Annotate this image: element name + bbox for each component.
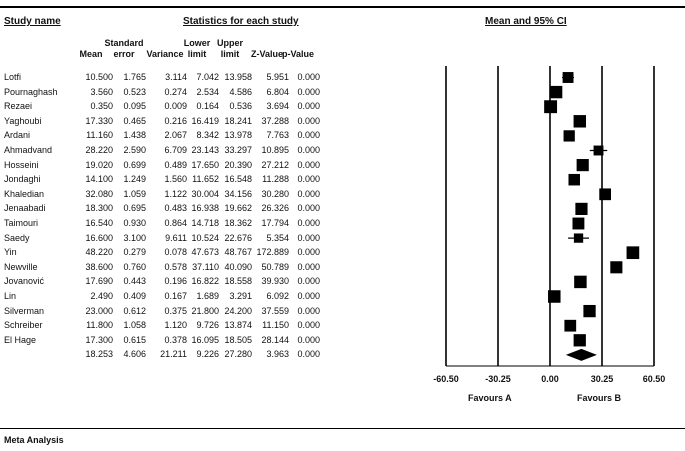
study-name: Jovanović: [4, 276, 45, 287]
cell-se: 0.699: [123, 159, 146, 170]
cell-se: 0.695: [123, 203, 146, 214]
footer-title: Meta Analysis: [4, 435, 64, 445]
study-name: Schreiber: [4, 320, 43, 331]
cell-se: 1.059: [123, 188, 146, 199]
summary-se: 4.606: [123, 349, 146, 360]
favours-left-label: Favours A: [468, 393, 512, 403]
cell-z: 28.144: [261, 334, 289, 345]
cell-upper: 18.558: [224, 276, 252, 287]
cell-lower: 9.726: [196, 320, 219, 331]
study-name: Ahmadvand: [4, 145, 53, 155]
cell-se: 0.523: [123, 86, 146, 97]
cell-se: 0.930: [123, 218, 146, 228]
cell-upper: 22.676: [224, 232, 252, 243]
cell-lower: 16.095: [191, 334, 219, 345]
cell-z: 3.694: [266, 101, 289, 112]
study-marker: [550, 86, 562, 98]
cell-mean: 18.300: [85, 203, 113, 214]
cell-var: 6.709: [164, 145, 187, 155]
cell-lower: 47.673: [191, 247, 219, 258]
cell-var: 0.216: [164, 115, 187, 126]
cell-upper: 13.978: [224, 130, 252, 141]
study-name: Lotfi: [4, 72, 22, 82]
cell-upper: 20.390: [224, 159, 252, 170]
cell-lower: 16.822: [191, 276, 219, 287]
summary-diamond: [566, 349, 597, 361]
cell-z: 27.212: [261, 159, 289, 170]
cell-upper: 19.662: [224, 203, 252, 214]
cell-p: 0.000: [297, 261, 320, 272]
cell-se: 0.279: [123, 247, 146, 258]
cell-p: 0.000: [297, 232, 320, 243]
cell-se: 1.438: [123, 130, 146, 141]
study-marker: [599, 188, 611, 200]
cell-p: 0.000: [297, 247, 320, 258]
study-marker: [563, 72, 574, 83]
cell-upper: 4.586: [229, 86, 252, 97]
column-header-z: Z-Value: [250, 49, 283, 59]
cell-var: 0.578: [164, 261, 187, 272]
cell-se: 1.249: [123, 174, 146, 185]
cell-p: 0.000: [297, 115, 320, 126]
cell-z: 172.889: [256, 247, 289, 258]
study-name: Taimouri: [4, 218, 39, 228]
study-name: Khaledian: [4, 188, 45, 199]
summary-p: 0.000: [297, 349, 320, 360]
cell-se: 0.615: [123, 334, 146, 345]
study-marker: [574, 115, 586, 127]
cell-p: 0.000: [297, 291, 320, 301]
cell-var: 1.120: [164, 320, 187, 331]
cell-var: 0.009: [164, 101, 187, 112]
summary-var: 21.211: [160, 349, 187, 360]
cell-upper: 13.874: [224, 320, 252, 331]
x-tick-label: 30.25: [590, 374, 614, 384]
x-tick-label: 60.50: [642, 374, 666, 384]
cell-p: 0.000: [297, 320, 320, 331]
cell-se: 1.058: [123, 320, 146, 331]
cell-mean: 48.220: [85, 247, 113, 258]
cell-p: 0.000: [297, 174, 320, 185]
cell-z: 11.150: [262, 320, 289, 331]
cell-z: 50.789: [261, 261, 289, 272]
cell-lower: 11.652: [192, 174, 219, 185]
cell-lower: 10.524: [191, 232, 219, 243]
cell-p: 0.000: [297, 203, 320, 214]
cell-upper: 18.505: [224, 334, 252, 345]
study-marker: [574, 276, 586, 288]
study-marker: [564, 320, 576, 332]
cell-p: 0.000: [297, 130, 320, 141]
cell-p: 0.000: [297, 188, 320, 199]
cell-mean: 3.560: [90, 86, 113, 97]
cell-upper: 13.958: [224, 72, 252, 82]
x-tick-label: -30.25: [485, 374, 511, 384]
cell-p: 0.000: [297, 72, 320, 82]
cell-p: 0.000: [297, 276, 320, 287]
cell-z: 37.559: [261, 305, 289, 316]
cell-upper: 33.297: [224, 145, 252, 155]
cell-se: 3.100: [123, 232, 146, 243]
favours-right-label: Favours B: [577, 393, 622, 403]
study-name: Yaghoubi: [4, 115, 42, 126]
cell-lower: 30.004: [191, 188, 219, 199]
cell-z: 26.326: [261, 203, 289, 214]
cell-mean: 14.100: [85, 174, 113, 185]
cell-z: 17.794: [261, 218, 289, 228]
x-tick-label: -60.50: [433, 374, 459, 384]
cell-lower: 16.419: [191, 115, 219, 126]
cell-z: 39.930: [261, 276, 289, 287]
cell-z: 30.280: [261, 188, 289, 199]
cell-mean: 11.160: [86, 130, 113, 141]
column-header-upper: Upper: [216, 38, 243, 48]
cell-z: 10.895: [261, 145, 289, 155]
cell-p: 0.000: [297, 334, 320, 345]
study-marker: [544, 100, 557, 113]
cell-lower: 23.143: [191, 145, 219, 155]
study-name: Jenaabadi: [4, 203, 46, 214]
cell-var: 3.114: [165, 72, 187, 82]
cell-p: 0.000: [297, 86, 320, 97]
cell-var: 9.611: [165, 232, 187, 243]
cell-mean: 10.500: [85, 72, 113, 82]
study-name: Rezaei: [4, 101, 33, 112]
column-header-se: Standard: [104, 38, 144, 48]
cell-upper: 16.548: [224, 174, 252, 185]
cell-upper: 18.362: [224, 218, 252, 228]
cell-mean: 0.350: [90, 101, 113, 112]
cell-mean: 28.220: [85, 145, 113, 155]
cell-lower: 37.110: [192, 261, 219, 272]
cell-mean: 17.300: [85, 334, 113, 345]
study-marker: [577, 159, 589, 171]
study-marker: [594, 146, 604, 156]
cell-upper: 34.156: [224, 188, 252, 199]
cell-se: 0.095: [123, 101, 146, 112]
study-name-header: Study name: [4, 16, 61, 27]
cell-var: 0.489: [164, 159, 187, 170]
cell-mean: 17.690: [85, 276, 113, 287]
cell-var: 1.560: [164, 174, 187, 185]
cell-se: 0.612: [123, 305, 146, 316]
cell-se: 0.760: [123, 261, 146, 272]
cell-z: 6.092: [266, 291, 289, 301]
x-tick-label: 0.00: [541, 374, 559, 384]
summary-mean: 18.253: [85, 349, 113, 360]
top-rule: [0, 6, 685, 8]
column-header-lower: limit: [187, 49, 207, 59]
cell-var: 0.078: [164, 247, 187, 258]
cell-z: 11.288: [262, 174, 289, 185]
cell-mean: 32.080: [85, 188, 113, 199]
cell-z: 5.354: [266, 232, 289, 243]
cell-lower: 0.164: [196, 101, 219, 112]
cell-lower: 7.042: [196, 72, 219, 82]
cell-upper: 48.767: [224, 247, 252, 258]
column-header-lower: Lower: [183, 38, 211, 48]
study-name: Silverman: [4, 305, 45, 316]
study-name: El Hage: [4, 334, 37, 345]
cell-lower: 8.342: [196, 130, 219, 141]
footer-rule: [0, 428, 685, 429]
cell-p: 0.000: [297, 101, 320, 112]
study-marker: [610, 261, 622, 273]
cell-se: 1.765: [123, 72, 146, 82]
cell-var: 0.375: [164, 305, 187, 316]
cell-lower: 1.689: [196, 291, 219, 301]
study-marker: [574, 233, 583, 242]
cell-z: 7.763: [266, 130, 289, 141]
cell-z: 6.804: [266, 86, 289, 97]
cell-p: 0.000: [297, 159, 320, 170]
cell-upper: 0.536: [229, 101, 252, 112]
study-name: Ardani: [4, 130, 31, 141]
study-name: Hosseini: [4, 159, 39, 170]
cell-se: 0.465: [123, 115, 146, 126]
cell-var: 0.864: [164, 218, 187, 228]
cell-p: 0.000: [297, 145, 320, 155]
column-header-upper: limit: [220, 49, 240, 59]
cell-upper: 18.241: [224, 115, 252, 126]
column-header-mean: Mean: [79, 49, 103, 59]
cell-upper: 40.090: [224, 261, 252, 272]
study-marker: [548, 290, 561, 303]
cell-lower: 14.718: [191, 218, 219, 228]
cell-mean: 17.330: [85, 115, 113, 126]
cell-z: 5.951: [266, 72, 289, 82]
cell-var: 2.067: [164, 130, 187, 141]
study-name: Yin: [4, 247, 17, 258]
cell-var: 0.274: [164, 86, 187, 97]
study-marker: [564, 130, 575, 141]
study-name: Lin: [4, 291, 17, 301]
summary-upper: 27.280: [224, 349, 252, 360]
cell-mean: 11.800: [86, 320, 113, 331]
cell-lower: 2.534: [196, 86, 219, 97]
cell-lower: 17.650: [191, 159, 219, 170]
column-header-se: error: [113, 49, 135, 59]
study-name: Jondaghi: [4, 174, 41, 185]
cell-var: 0.196: [164, 276, 187, 287]
cell-p: 0.000: [297, 305, 320, 316]
cell-se: 2.590: [123, 145, 146, 155]
cell-mean: 2.490: [90, 291, 113, 301]
study-name: Pournaghash: [4, 86, 58, 97]
cell-se: 0.409: [123, 291, 146, 301]
study-marker: [583, 305, 595, 317]
study-marker: [574, 334, 586, 346]
column-header-var: Variance: [146, 49, 184, 59]
cell-var: 0.483: [164, 203, 187, 214]
cell-mean: 16.540: [85, 218, 113, 228]
cell-mean: 38.600: [85, 261, 113, 272]
cell-mean: 19.020: [85, 159, 113, 170]
cell-mean: 16.600: [85, 232, 113, 243]
cell-se: 0.443: [123, 276, 146, 287]
study-marker: [575, 203, 587, 215]
cell-z: 37.288: [261, 115, 289, 126]
cell-var: 1.122: [164, 188, 187, 199]
study-name: Newville: [4, 261, 38, 272]
cell-mean: 23.000: [85, 305, 113, 316]
cell-upper: 24.200: [224, 305, 252, 316]
cell-var: 0.378: [164, 334, 187, 345]
study-name: Saedy: [4, 232, 30, 243]
cell-p: 0.000: [297, 218, 320, 228]
study-marker: [568, 174, 580, 186]
cell-upper: 3.291: [229, 291, 252, 301]
study-marker: [572, 218, 584, 230]
statistics-header: Statistics for each study: [183, 16, 299, 27]
summary-lower: 9.226: [196, 349, 219, 360]
study-marker: [627, 246, 640, 259]
cell-var: 0.167: [164, 291, 187, 301]
cell-lower: 16.938: [191, 203, 219, 214]
summary-z: 3.963: [266, 349, 289, 360]
cell-lower: 21.800: [191, 305, 219, 316]
column-header-p: p-Value: [281, 49, 314, 59]
forest-header: Mean and 95% CI: [485, 16, 567, 27]
